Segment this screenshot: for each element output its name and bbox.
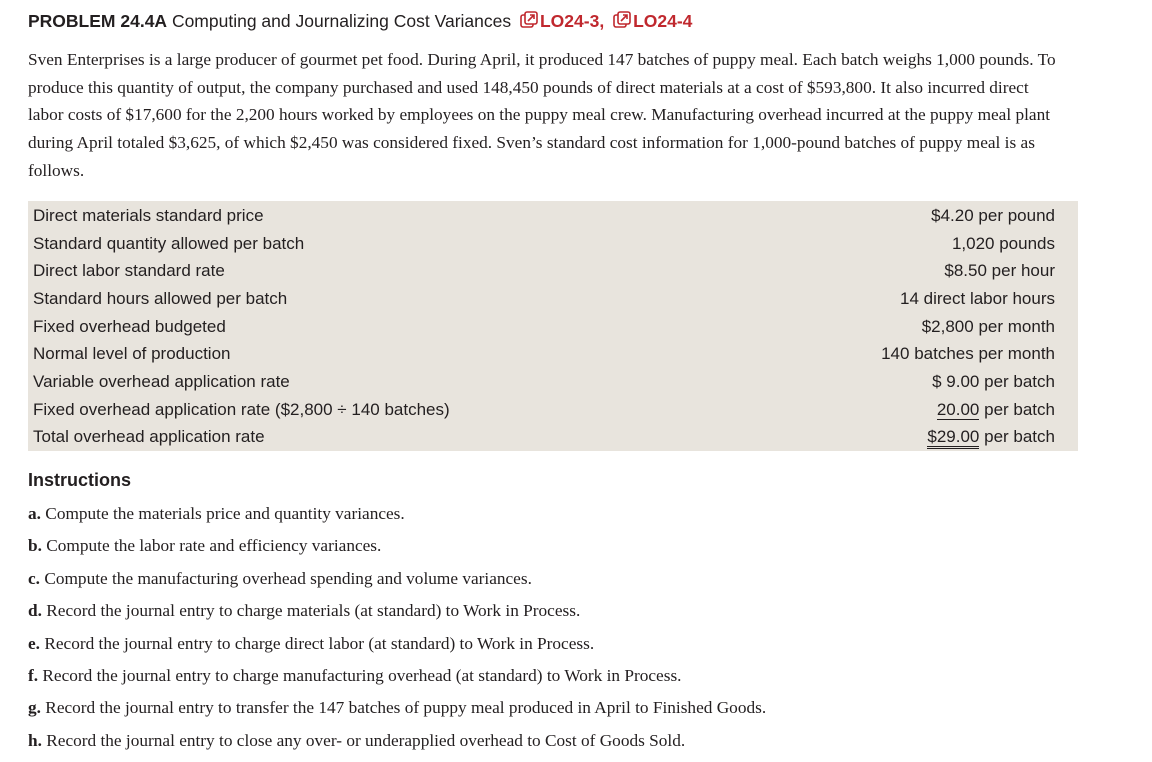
problem-title: Computing and Journalizing Cost Variances (171, 11, 512, 31)
list-item (28, 629, 766, 661)
row-unit: per month (978, 316, 1055, 336)
row-value (881, 344, 1078, 364)
standard-cost-table (28, 201, 1078, 451)
row-label: Standard quantity allowed per batch (33, 233, 305, 253)
problem-description: Sven Enterprises is a large producer of gourmet pet food. During April, it produced 147 batches of puppy meal. Each batch weighs 1,000 pounds. To produce this quantity of output, the company purchased and used 148,450 pounds of direct materials at a cost of $593,800. It also incurred direct labor costs of $17,600 for the 2,200 hours worked by employees on the puppy meal crew. Manufacturing overhead incurred at the puppy meal plant during April totaled $3,625, of which $2,450 was considered fixed. Sven’s standard cost information for 1,000-pound batches of puppy meal is as follows. (28, 50, 1056, 180)
row-amount: $2,800 (921, 316, 974, 336)
list-item (28, 499, 766, 531)
row-unit: batches per month (914, 344, 1055, 364)
external-link-icon[interactable] (613, 11, 631, 35)
row-label: Direct materials standard price (33, 205, 264, 225)
table-row (28, 202, 1078, 230)
table-row (28, 285, 1078, 313)
row-label: Total overhead application rate (33, 427, 265, 447)
row-unit: per batch (984, 427, 1055, 447)
lo-link-1[interactable]: LO24-3 (539, 11, 600, 31)
row-value (952, 234, 1078, 254)
table-row (28, 368, 1078, 396)
row-value (922, 317, 1078, 337)
item-letter: e. (28, 633, 40, 653)
problem-header (28, 9, 692, 35)
item-letter: d. (28, 601, 42, 621)
row-amount: 1,020 (951, 233, 995, 253)
instructions-list (28, 499, 766, 758)
item-letter: a. (28, 504, 41, 523)
lo-link-2[interactable]: LO24-4 (633, 11, 693, 31)
item-letter: c. (28, 568, 40, 588)
list-item (28, 693, 766, 725)
item-text: Record the journal entry to charge direct labor (at standard) to Work in Process. (44, 633, 595, 653)
row-amount: $ 9.00 (932, 371, 980, 391)
table-row (28, 396, 1078, 424)
list-item (28, 661, 766, 693)
row-label: Fixed overhead application rate ($2,800 ÷ 140 batches) (33, 399, 450, 419)
table-row (28, 340, 1078, 368)
row-unit: per hour (991, 261, 1055, 281)
row-amount: $29.00 (927, 427, 979, 449)
item-letter: g. (28, 698, 41, 718)
row-amount: 140 (881, 344, 910, 364)
item-text: Compute the manufacturing overhead spending and volume variances. (44, 568, 532, 588)
list-item (28, 564, 766, 596)
row-label: Fixed overhead budgeted (33, 316, 226, 336)
row-label: Direct labor standard rate (33, 261, 225, 281)
lo-separator: , (599, 11, 605, 31)
item-letter: b. (28, 536, 42, 556)
row-value (931, 206, 1078, 226)
row-unit: per pound (978, 205, 1055, 225)
row-value (932, 372, 1078, 392)
item-letter: h. (28, 730, 42, 750)
item-letter: f. (28, 665, 39, 685)
row-label: Normal level of production (33, 344, 231, 364)
list-item (28, 596, 766, 628)
list-item (28, 531, 766, 563)
row-label: Variable overhead application rate (33, 371, 290, 391)
item-text: Record the journal entry to charge manufacturing overhead (at standard) to Work in Process. (42, 665, 682, 685)
row-amount: 14 (900, 288, 919, 308)
table-row (28, 313, 1078, 341)
row-amount: $4.20 (931, 205, 974, 225)
item-text: Compute the materials price and quantity variances. (45, 504, 405, 523)
table-row (28, 257, 1078, 285)
item-text: Record the journal entry to charge materials (at standard) to Work in Process. (46, 601, 581, 621)
row-unit: direct labor hours (923, 288, 1055, 308)
list-item (28, 726, 766, 758)
problem-label: PROBLEM 24.4A (28, 11, 168, 31)
table-row (28, 424, 1078, 452)
external-link-icon[interactable] (520, 11, 538, 35)
instructions-heading: Instructions (28, 470, 132, 490)
row-amount: $8.50 (944, 261, 987, 281)
row-unit: per batch (984, 371, 1055, 391)
item-text: Record the journal entry to close any over- or underapplied overhead to Cost of Goods Sold. (46, 730, 686, 750)
row-amount: 20.00 (936, 399, 980, 419)
row-value (927, 427, 1078, 447)
row-value (944, 261, 1078, 281)
row-unit: per batch (984, 399, 1055, 419)
item-text: Compute the labor rate and efficiency variances. (46, 536, 382, 556)
row-unit: pounds (999, 233, 1055, 253)
item-text: Record the journal entry to transfer the 147 batches of puppy meal produced in April to Finished Goods. (45, 698, 767, 718)
row-label: Standard hours allowed per batch (33, 288, 288, 308)
row-value (937, 400, 1078, 420)
row-value (900, 289, 1078, 309)
table-row (28, 230, 1078, 258)
